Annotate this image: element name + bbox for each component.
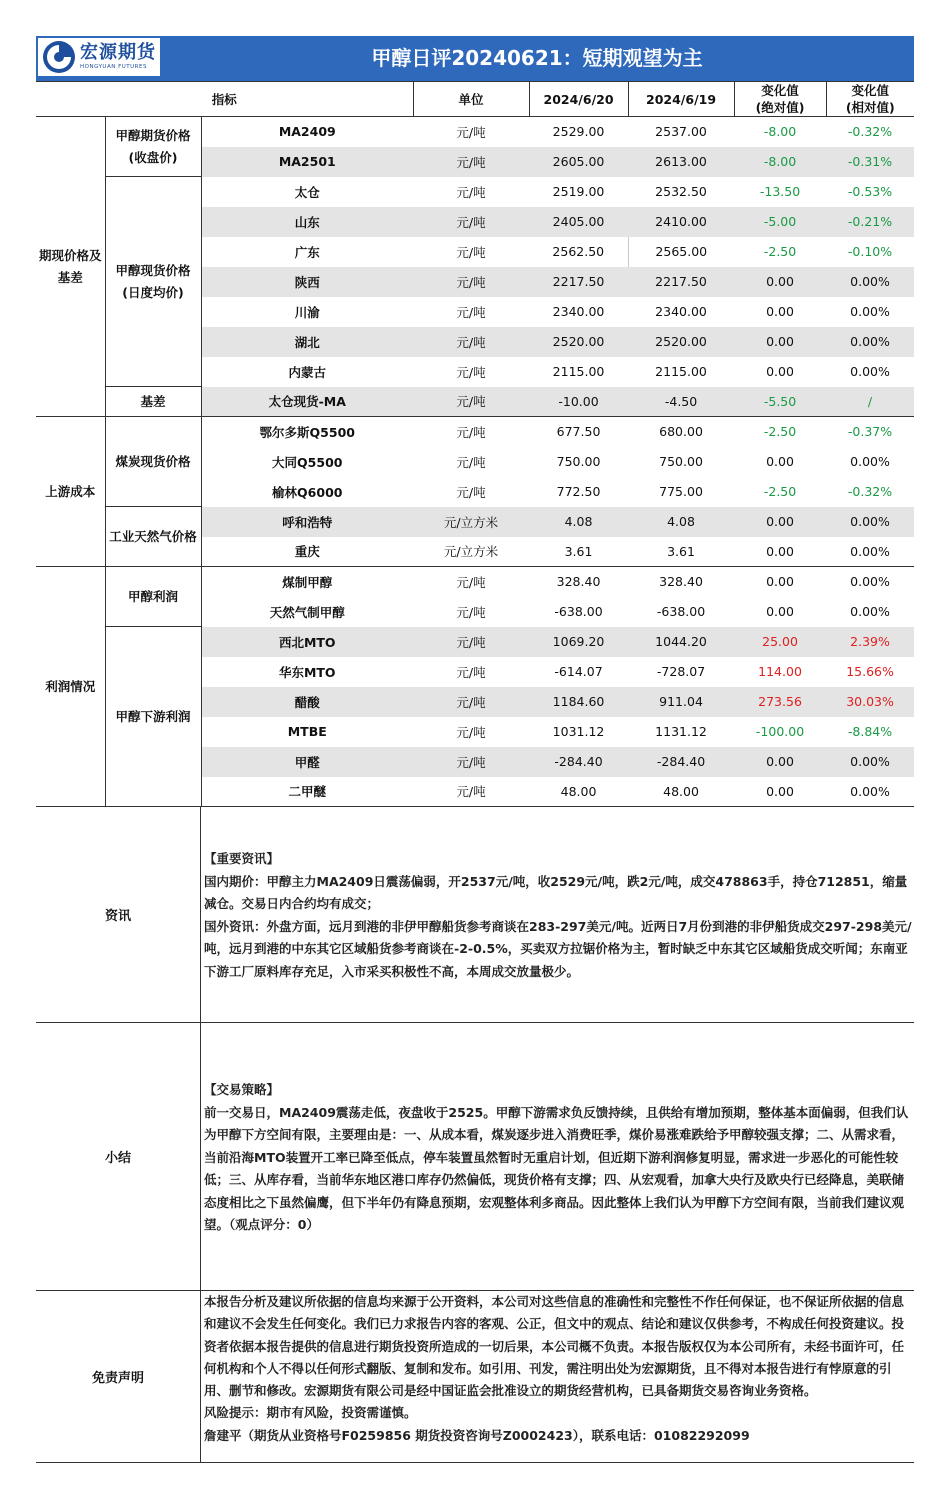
disclaimer-label: 免责声明	[36, 1291, 201, 1462]
unit-cell: 元/吨	[413, 147, 529, 177]
value-2024-06-20: 3.61	[564, 543, 593, 559]
news-foreign: 国外资讯：外盘方面，远月到港的非伊甲醇船货参考商谈在283-297美元/吨。近两日7月份到港的非伊船货成交297-298美元/吨，远月到港的中东其它区域船货参考商谈在-2-0.5%，买卖双方拉锯价格为主，暂时缺乏中东其它区域船货成交听闻；东南亚下游工厂原料库存充足，入市采买积极性不高，本周成交放量极少。	[204, 918, 912, 979]
table-row	[36, 117, 914, 147]
value-2024-06-20: 2562.50	[552, 244, 605, 259]
change-absolute: -2.50	[763, 244, 797, 259]
unit-cell: 元/吨	[413, 777, 529, 807]
unit-cell: 元/吨	[413, 387, 529, 417]
col-unit: 单位	[413, 82, 529, 117]
subcat-futures-price: 甲醇期货价格(收盘价)	[105, 117, 201, 177]
change-relative: 2.39%	[826, 627, 914, 657]
unit-cell: 元/吨	[413, 417, 529, 447]
indicator-name: 川渝	[294, 304, 320, 320]
value-2024-06-19: 680.00	[628, 417, 734, 447]
value-2024-06-20: 2115.00	[552, 364, 605, 379]
unit-cell: 元/吨	[413, 267, 529, 297]
summary-section	[36, 1023, 914, 1291]
value-2024-06-20: 1031.12	[552, 724, 605, 739]
unit-cell: 元/吨	[456, 454, 486, 470]
change-absolute: 0.00	[734, 567, 826, 597]
value-2024-06-19: 2532.50	[655, 184, 707, 199]
value-2024-06-19: 750.00	[659, 454, 703, 469]
unit-cell: 元/吨	[456, 364, 486, 380]
change-relative: -0.32%	[847, 484, 893, 499]
value-2024-06-19: 775.00	[659, 484, 703, 499]
change-absolute: 0.00	[766, 454, 794, 469]
change-relative: 0.00%	[850, 364, 890, 379]
change-relative: 0.00%	[826, 267, 914, 297]
news-domestic: 国内期价：甲醇主力MA2409日震荡偏弱，开2537元/吨，收2529元/吨，跌2元/吨，成交478863手，持仓712851，缩量减仓。交易日内合约均有成交；	[204, 873, 908, 911]
change-relative: -0.31%	[826, 147, 914, 177]
change-relative: 0.00%	[850, 604, 890, 619]
change-absolute: 25.00	[734, 627, 826, 657]
unit-cell: 元/立方米	[443, 544, 499, 560]
value-2024-06-20: -614.07	[554, 664, 603, 679]
subcat-gas-price: 工业天然气价格	[105, 507, 201, 567]
indicator-name: 山东	[201, 207, 413, 237]
summary-label: 小结	[36, 1023, 201, 1290]
table-row	[36, 627, 914, 657]
change-absolute: 0.00	[766, 543, 794, 559]
change-absolute: 0.00	[734, 327, 826, 357]
value-2024-06-20: 2405.00	[529, 207, 628, 237]
subcat-methanol-profit: 甲醇利润	[105, 567, 201, 627]
indicator-name: 二甲醚	[201, 777, 413, 807]
value-2024-06-20: 2217.50	[529, 267, 628, 297]
change-relative: 0.00%	[826, 747, 914, 777]
change-relative: 0.00%	[850, 304, 890, 319]
indicator-name: MTBE	[287, 724, 327, 739]
summary-heading: 【交易策略】	[204, 1082, 280, 1097]
unit-cell: 元/吨	[413, 747, 529, 777]
unit-cell: 元/吨	[456, 604, 486, 620]
indicator-name: 甲醛	[201, 747, 413, 777]
value-2024-06-19: -728.07	[656, 664, 706, 679]
change-relative: -8.84%	[847, 724, 893, 739]
change-relative: 0.00%	[826, 777, 914, 807]
value-2024-06-20: 48.00	[529, 777, 628, 807]
data-table	[36, 81, 914, 807]
col-indicator: 指标	[36, 82, 413, 117]
change-relative: -0.32%	[847, 124, 893, 140]
report-header	[36, 36, 914, 81]
change-absolute: 0.00	[766, 364, 794, 379]
value-2024-06-19: 4.08	[628, 507, 734, 537]
value-2024-06-20: 2529.00	[552, 124, 605, 140]
news-body	[201, 807, 914, 1022]
col-abs-change	[734, 82, 826, 117]
indicator-name: 煤制甲醇	[201, 567, 413, 597]
subcat-coal-price: 煤炭现货价格	[105, 417, 201, 507]
change-absolute: 0.00	[734, 777, 826, 807]
change-relative: 0.00%	[826, 567, 914, 597]
unit-cell: 元/吨	[413, 327, 529, 357]
value-2024-06-19: 2217.50	[628, 267, 734, 297]
value-2024-06-19: 2537.00	[655, 124, 707, 140]
change-absolute: -8.00	[734, 147, 826, 177]
indicator-name: 榆林Q6000	[272, 484, 343, 500]
indicator-name: 湖北	[201, 327, 413, 357]
subcat-spot-price: 甲醇现货价格(日度均价)	[105, 177, 201, 387]
table-row	[36, 417, 914, 447]
value-2024-06-20: 1069.20	[529, 627, 628, 657]
logo-en-text: HONGYUAN FUTURES	[80, 63, 147, 70]
logo-cn-text: 宏源期货	[80, 41, 156, 63]
unit-cell: 元/吨	[456, 724, 486, 740]
author-info: 詹建平（期货从业资格号F0259856 期货投资咨询号Z0002423），联系电话：01082292099	[204, 1427, 750, 1443]
indicator-name: MA2501	[201, 147, 413, 177]
table-row	[36, 507, 914, 537]
value-2024-06-20: 2605.00	[529, 147, 628, 177]
change-relative: -0.21%	[826, 207, 914, 237]
col-abs-l1: 变化值	[761, 83, 799, 98]
disclaimer-section	[36, 1291, 914, 1463]
unit-cell: 元/吨	[456, 184, 486, 200]
change-relative: 0.00%	[850, 454, 890, 469]
change-absolute: 114.00	[758, 664, 802, 679]
company-logo	[38, 38, 160, 76]
logo-emblem-icon	[42, 40, 76, 74]
value-2024-06-19: 911.04	[628, 687, 734, 717]
value-2024-06-20: -638.00	[554, 604, 603, 619]
unit-cell: 元/吨	[413, 567, 529, 597]
change-relative: 0.00%	[826, 327, 914, 357]
value-2024-06-19: 2115.00	[655, 364, 707, 379]
unit-cell: 元/吨	[456, 664, 486, 680]
indicator-name: 广东	[294, 244, 320, 260]
unit-cell: 元/吨	[413, 687, 529, 717]
disclaimer-text: 本报告分析及建议所依据的信息均来源于公开资料，本公司对这些信息的准确性和完整性不作任何保证，也不保证所依据的信息和建议不会发生任何变化。我们已力求报告内容的客观、公正，但文中的观点、结论和建议仅供参考，不构成任何投资建议。投资者依据本报告提供的信息进行期货投资所造成的一切后果，本公司概不负责。本报告版权仅为本公司所有，未经书面许可，任何机构和个人不得以任何形式翻版、复制和发布。如引用、刊发，需注明出处为宏源期货，且不得对本报告进行有悖原意的引用、删节和修改。宏源期货有限公司是经中国证监会批准设立的期货经营机构，已具备期货交易咨询业务资格。	[204, 1294, 905, 1399]
change-relative: 0.00%	[850, 543, 890, 559]
report	[36, 36, 914, 1463]
col-date1: 2024/6/20	[529, 82, 628, 117]
table-row	[36, 387, 914, 417]
value-2024-06-19: 2340.00	[655, 304, 707, 319]
change-relative: /	[826, 387, 914, 417]
unit-cell: 元/吨	[456, 484, 486, 500]
value-2024-06-20: 2520.00	[529, 327, 628, 357]
col-abs-l2: (绝对值)	[755, 100, 805, 115]
change-absolute: -2.50	[734, 417, 826, 447]
value-2024-06-19: 2520.00	[628, 327, 734, 357]
value-2024-06-19: -284.40	[628, 747, 734, 777]
summary-body	[201, 1023, 914, 1290]
unit-cell: 元/吨	[456, 304, 486, 320]
value-2024-06-19: -638.00	[656, 604, 706, 619]
change-relative: 30.03%	[826, 687, 914, 717]
value-2024-06-20: 1184.60	[529, 687, 628, 717]
value-2024-06-20: 2519.00	[552, 184, 605, 199]
indicator-name: 呼和浩特	[201, 507, 413, 537]
unit-cell: 元/吨	[413, 627, 529, 657]
indicator-name: 鄂尔多斯Q5500	[201, 417, 413, 447]
value-2024-06-20: 4.08	[529, 507, 628, 537]
indicator-name: 重庆	[294, 544, 320, 560]
value-2024-06-20: -10.00	[529, 387, 628, 417]
indicator-name: 西北MTO	[201, 627, 413, 657]
indicator-name: MA2409	[278, 124, 336, 140]
change-absolute: 0.00	[734, 747, 826, 777]
change-absolute: 0.00	[734, 267, 826, 297]
table-row	[36, 567, 914, 597]
indicator-name: 陕西	[201, 267, 413, 297]
value-2024-06-20: 772.50	[556, 484, 601, 499]
change-relative: -0.53%	[847, 184, 893, 199]
indicator-name: 太仓现货-MA	[201, 387, 413, 417]
change-absolute: -100.00	[755, 724, 805, 739]
category-profit: 利润情况	[36, 567, 105, 807]
value-2024-06-20: 2340.00	[552, 304, 605, 319]
news-heading: 【重要资讯】	[204, 851, 280, 866]
indicator-name: 天然气制甲醇	[269, 604, 345, 620]
change-relative: 15.66%	[846, 664, 894, 679]
risk-warning: 风险提示：期市有风险，投资需谨慎。	[204, 1405, 417, 1421]
change-absolute: -5.50	[734, 387, 826, 417]
change-relative: 0.00%	[826, 507, 914, 537]
subcat-downstream-profit: 甲醇下游利润	[105, 627, 201, 807]
disclaimer-body	[201, 1291, 914, 1462]
change-absolute: -2.50	[763, 484, 797, 499]
indicator-name: 大同Q5500	[272, 454, 343, 470]
unit-cell: 元/吨	[456, 124, 486, 140]
col-rel-l1: 变化值	[851, 83, 890, 98]
value-2024-06-20: -284.40	[529, 747, 628, 777]
change-absolute: 0.00	[734, 507, 826, 537]
change-absolute: -8.00	[763, 124, 797, 140]
col-rel-l2: (相对值)	[845, 100, 895, 115]
change-absolute: 0.00	[766, 604, 794, 619]
value-2024-06-20: 328.40	[529, 567, 628, 597]
indicator-name: 太仓	[294, 184, 320, 200]
value-2024-06-19: 2565.00	[628, 237, 734, 267]
table-header	[36, 82, 914, 117]
summary-text: 前一交易日，MA2409震荡走低，夜盘收于2525。甲醇下游需求负反馈持续，且供给有增加预期，整体基本面偏弱，但我们认为甲醇下方空间有限，主要理由是：一、从成本看，煤炭逐步进入消费旺季，煤价易涨难跌给予甲醇较强支撑；二、从需求看，当前沿海MTO装置开工率已降至低点，停车装置虽然暂时无重启计划，但近期下游利润修复明显，需求进一步恶化的可能性较低；三、从库存看，当前华东地区港口库存仍然偏低，现货价格有支撑；四、从宏观看，加拿大央行及欧央行已经降息，美联储态度相比之下虽然偏鹰，但下半年仍有降息预期，宏观整体利多商品。因此整体上我们认为甲醇下方空间有限，当前我们建议观望。（观点评分：0）	[204, 1104, 909, 1232]
category-spot-basis: 期现价格及基差	[36, 117, 105, 417]
col-date2: 2024/6/19	[628, 82, 734, 117]
col-rel-change	[826, 82, 914, 117]
change-relative: -0.37%	[826, 417, 914, 447]
change-absolute: -13.50	[759, 184, 801, 199]
value-2024-06-20: 750.00	[556, 454, 601, 469]
unit-cell: 元/立方米	[413, 507, 529, 537]
value-2024-06-19: 48.00	[628, 777, 734, 807]
value-2024-06-19: 3.61	[667, 543, 695, 559]
change-absolute: 273.56	[734, 687, 826, 717]
value-2024-06-19: 1131.12	[655, 724, 707, 739]
value-2024-06-19: -4.50	[628, 387, 734, 417]
value-2024-06-19: 2410.00	[628, 207, 734, 237]
value-2024-06-19: 2613.00	[628, 147, 734, 177]
unit-cell: 元/吨	[456, 244, 486, 260]
change-absolute: 0.00	[766, 304, 794, 319]
value-2024-06-19: 328.40	[628, 567, 734, 597]
indicator-name: 醋酸	[201, 687, 413, 717]
report-title: 甲醇日评20240621：短期观望为主	[371, 46, 703, 70]
news-section	[36, 807, 914, 1023]
category-upstream-cost: 上游成本	[36, 417, 105, 567]
change-relative: -0.10%	[847, 244, 893, 259]
indicator-name: 内蒙古	[288, 364, 327, 380]
value-2024-06-20: 677.50	[529, 417, 628, 447]
table-row	[36, 177, 914, 207]
unit-cell: 元/吨	[413, 207, 529, 237]
indicator-name: 华东MTO	[278, 664, 336, 680]
news-label: 资讯	[36, 807, 201, 1022]
subcat-basis: 基差	[105, 387, 201, 417]
value-2024-06-19: 1044.20	[628, 627, 734, 657]
change-absolute: -5.00	[734, 207, 826, 237]
